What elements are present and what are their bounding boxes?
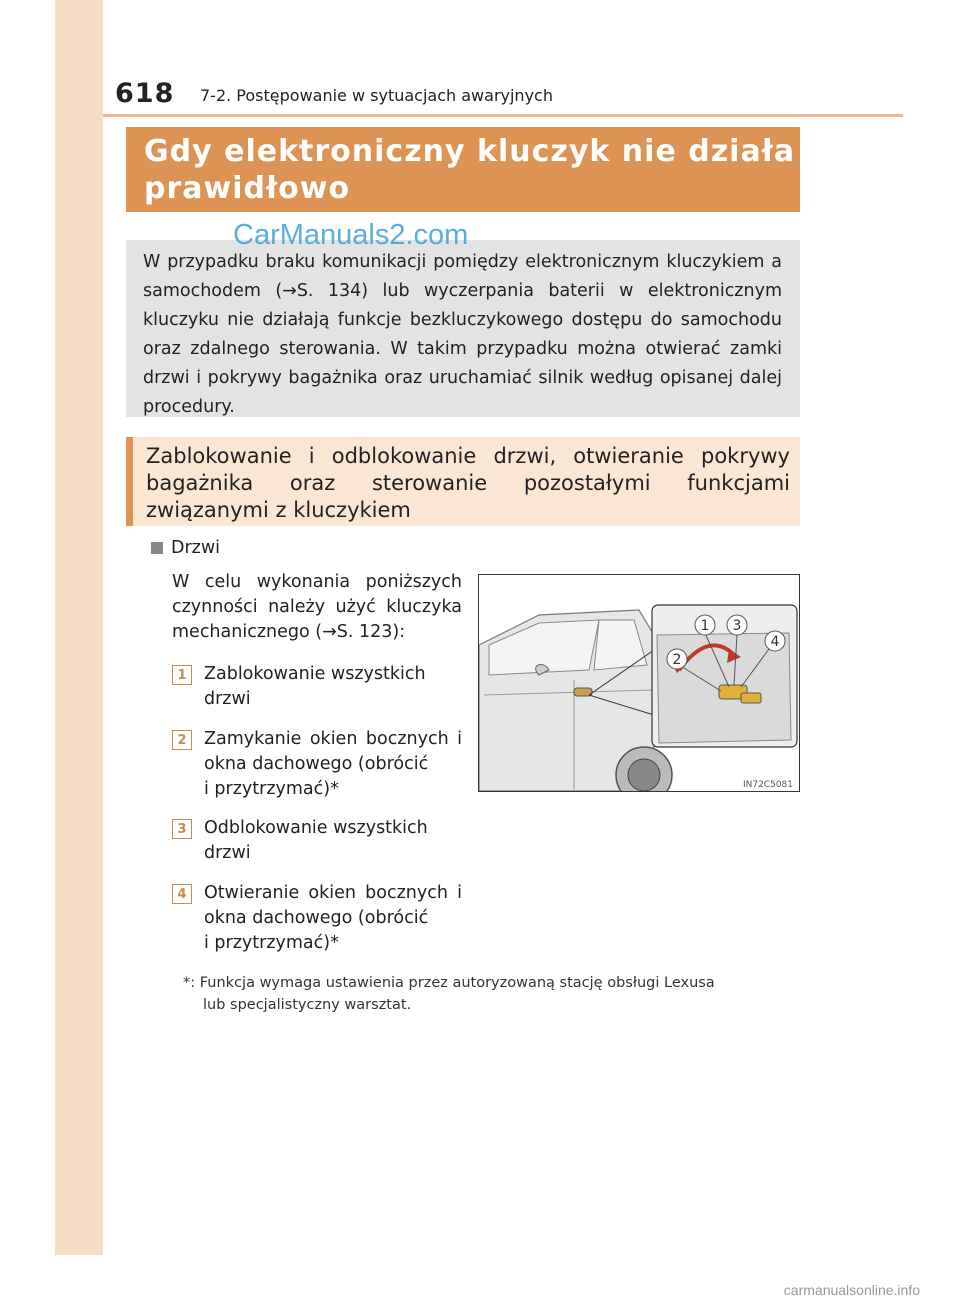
subsection-title bbox=[151, 538, 220, 558]
item-number-badge: 4 bbox=[172, 884, 192, 904]
square-bullet-icon bbox=[151, 542, 163, 554]
instruction-text: W celu wykonania poniższych czynności należy użyć kluczyka mechanicznego (→S. 123): bbox=[172, 572, 462, 642]
section-heading: 7-2. Postępowanie w sytuacjach awaryjnych bbox=[200, 86, 553, 105]
callout-2: 2 bbox=[672, 652, 682, 668]
callout-1: 1 bbox=[700, 618, 710, 634]
item-number-badge: 2 bbox=[172, 730, 192, 750]
item-text-cont: i przytrzymać)* bbox=[204, 933, 339, 953]
subsection-title-text: Drzwi bbox=[171, 538, 221, 558]
callout-3: 3 bbox=[732, 618, 742, 634]
side-tab-strip bbox=[55, 0, 103, 1255]
door-key-illustration bbox=[478, 574, 800, 792]
footnote-line-2: lub specjalistyczny warsztat. bbox=[203, 997, 412, 1013]
list-item bbox=[172, 727, 462, 802]
item-number-badge: 3 bbox=[172, 819, 192, 839]
item-text-cont: i przytrzymać)* bbox=[204, 779, 339, 799]
item-text-cont: drzwi bbox=[204, 843, 251, 863]
subheading-text: Zablokowanie i odblokowanie drzwi, otwieranie pokrywy bagażnika oraz sterowanie pozostałymi funkcjami związanymi z kluczykiem bbox=[146, 444, 790, 522]
watermark-top: CarManuals2.com bbox=[233, 219, 469, 251]
title-line-2: prawidłowo bbox=[144, 171, 351, 206]
intro-text: W przypadku braku komunikacji pomiędzy elektronicznym kluczykiem a samochodem (→S. 134) lub wyczerpania baterii w elektronicznym kluczyku nie działają funkcje bezkluczykowego dostępu do samochodu oraz zdalnego sterowania. W takim przypadku można otwierać zamki drzwi i pokrywy bagażnika oraz uruchamiać silnik według opisanej dalej procedury. bbox=[143, 252, 782, 417]
list-item bbox=[172, 662, 462, 712]
figure-code: IN72C5081 bbox=[742, 780, 793, 790]
footnote-line-1: *: Funkcja wymaga ustawienia przez autoryzowaną stację obsługi Lexusa bbox=[183, 975, 715, 991]
page-title bbox=[126, 127, 800, 212]
title-line-1: Gdy elektroniczny kluczyk nie działa bbox=[144, 134, 796, 169]
car-door-drawing bbox=[479, 575, 799, 791]
page-number: 618 bbox=[115, 78, 175, 109]
item-text: Zablokowanie wszystkich bbox=[204, 664, 426, 684]
item-text-cont: drzwi bbox=[204, 689, 251, 709]
item-number-badge: 1 bbox=[172, 665, 192, 685]
list-item bbox=[172, 816, 462, 866]
footnote bbox=[183, 972, 803, 1016]
item-text: Zamykanie okien bocznych i okna dachowego (obrócić bbox=[204, 729, 462, 774]
subheading-box bbox=[126, 437, 800, 526]
intro-box bbox=[126, 240, 800, 417]
item-text: Odblokowanie wszystkich bbox=[204, 818, 428, 838]
watermark-bottom: carmanualsonline.info bbox=[783, 1282, 920, 1298]
header-rule bbox=[103, 114, 903, 117]
list-item bbox=[172, 881, 462, 956]
item-text: Otwieranie okien bocznych i okna dachowego (obrócić bbox=[204, 883, 462, 928]
callout-4: 4 bbox=[770, 634, 780, 650]
